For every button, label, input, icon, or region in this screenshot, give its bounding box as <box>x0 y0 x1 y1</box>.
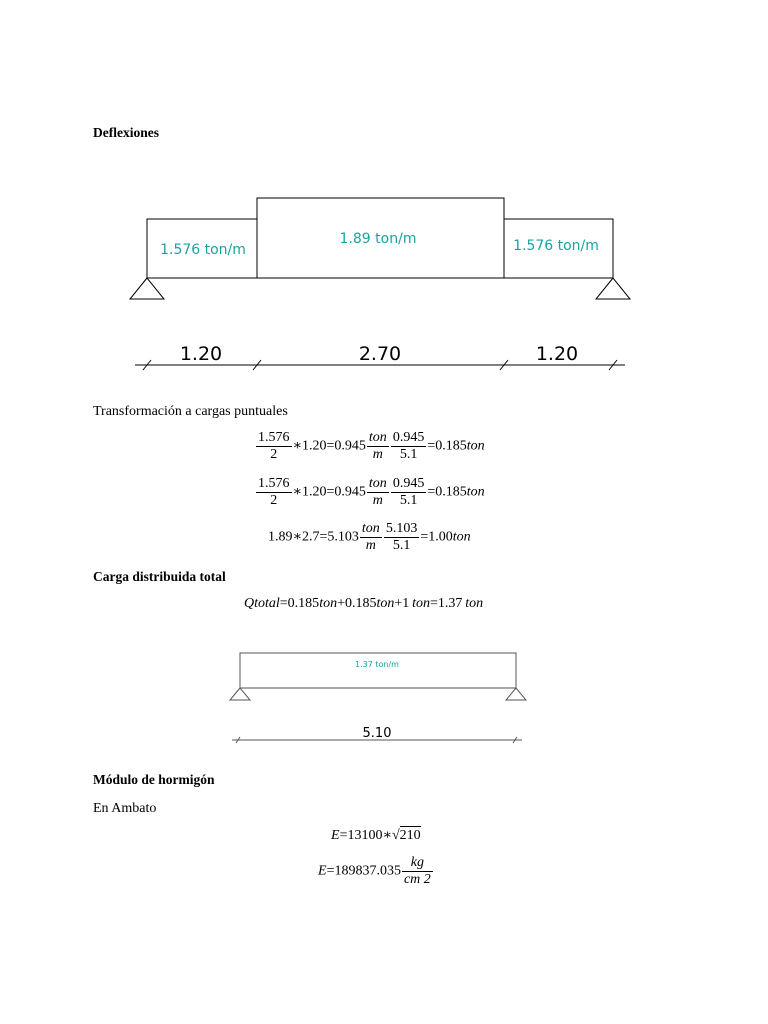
load-label-right: 1.576 ton/m <box>513 238 599 254</box>
equation-6: E=189837.035 $\frac{kg}{cm 2}$ <box>318 855 431 887</box>
fraction: $\frac{1.576}{2}$ <box>258 430 290 462</box>
fraction: $\frac{\text{ton}}{m}$ <box>368 430 387 462</box>
heading-modulo: Módulo de hormigón <box>93 772 215 787</box>
load-label-left: 1.576 ton/m <box>160 242 246 258</box>
fraction: $\frac{0.945}{5.1}$ <box>392 476 425 508</box>
support-left-icon <box>130 278 164 299</box>
paragraph-ambato: En Ambato <box>93 801 157 816</box>
total-load-diagram <box>0 640 768 750</box>
total-dimension-label: 5.10 <box>362 726 392 741</box>
equation-3: 1.89∗2.7=5.103 $\frac{\text{ton}}{m}$ $\frac{5.103}{5.1}$ =1.00ton <box>268 521 471 553</box>
fraction: $\frac{0.945}{5.1}$ <box>392 430 425 462</box>
total-load-block <box>240 653 516 688</box>
dimension-label-left: 1.20 <box>179 343 223 365</box>
fraction: $\frac{\text{ton}}{m}$ <box>361 521 380 553</box>
heading-deflexiones: Deflexiones <box>93 125 159 140</box>
total-load-label: 1.37 ton/m <box>355 660 399 669</box>
fraction: $\frac{\text{ton}}{m}$ <box>368 476 387 508</box>
dimension-label-right: 1.20 <box>535 343 579 365</box>
paragraph-transformacion: Transformación a cargas puntuales <box>93 404 288 419</box>
support-right-icon <box>506 688 526 700</box>
load-label-center: 1.89 ton/m <box>339 231 417 247</box>
support-left-icon <box>230 688 250 700</box>
heading-carga-total: Carga distribuida total <box>93 569 226 584</box>
fraction: $\frac{5.103}{5.1}$ <box>385 521 418 553</box>
dimension-label-center: 2.70 <box>358 343 402 365</box>
equation-5: E=13100∗√210 <box>331 828 421 843</box>
equation-4: Qtotal=0.185ton+0.185ton+1 ton=1.37 ton <box>244 596 484 611</box>
fraction: $\frac{1.576}{2}$ <box>258 476 290 508</box>
sqrt-symbol: √ <box>391 828 400 843</box>
beam-load-diagram <box>0 0 768 400</box>
equation-1: $\frac{1.576}{2}$ ∗1.20=0.945 $\frac{\text{ton}}{m}$ $\frac{0.945}{5.1}$ =0.185ton <box>258 430 485 462</box>
equation-2: $\frac{1.576}{2}$ ∗1.20=0.945 $\frac{\text{ton}}{m}$ $\frac{0.945}{5.1}$ =0.185ton <box>258 476 485 508</box>
fraction: $\frac{kg}{cm 2}$ <box>403 855 431 887</box>
support-right-icon <box>596 278 630 299</box>
